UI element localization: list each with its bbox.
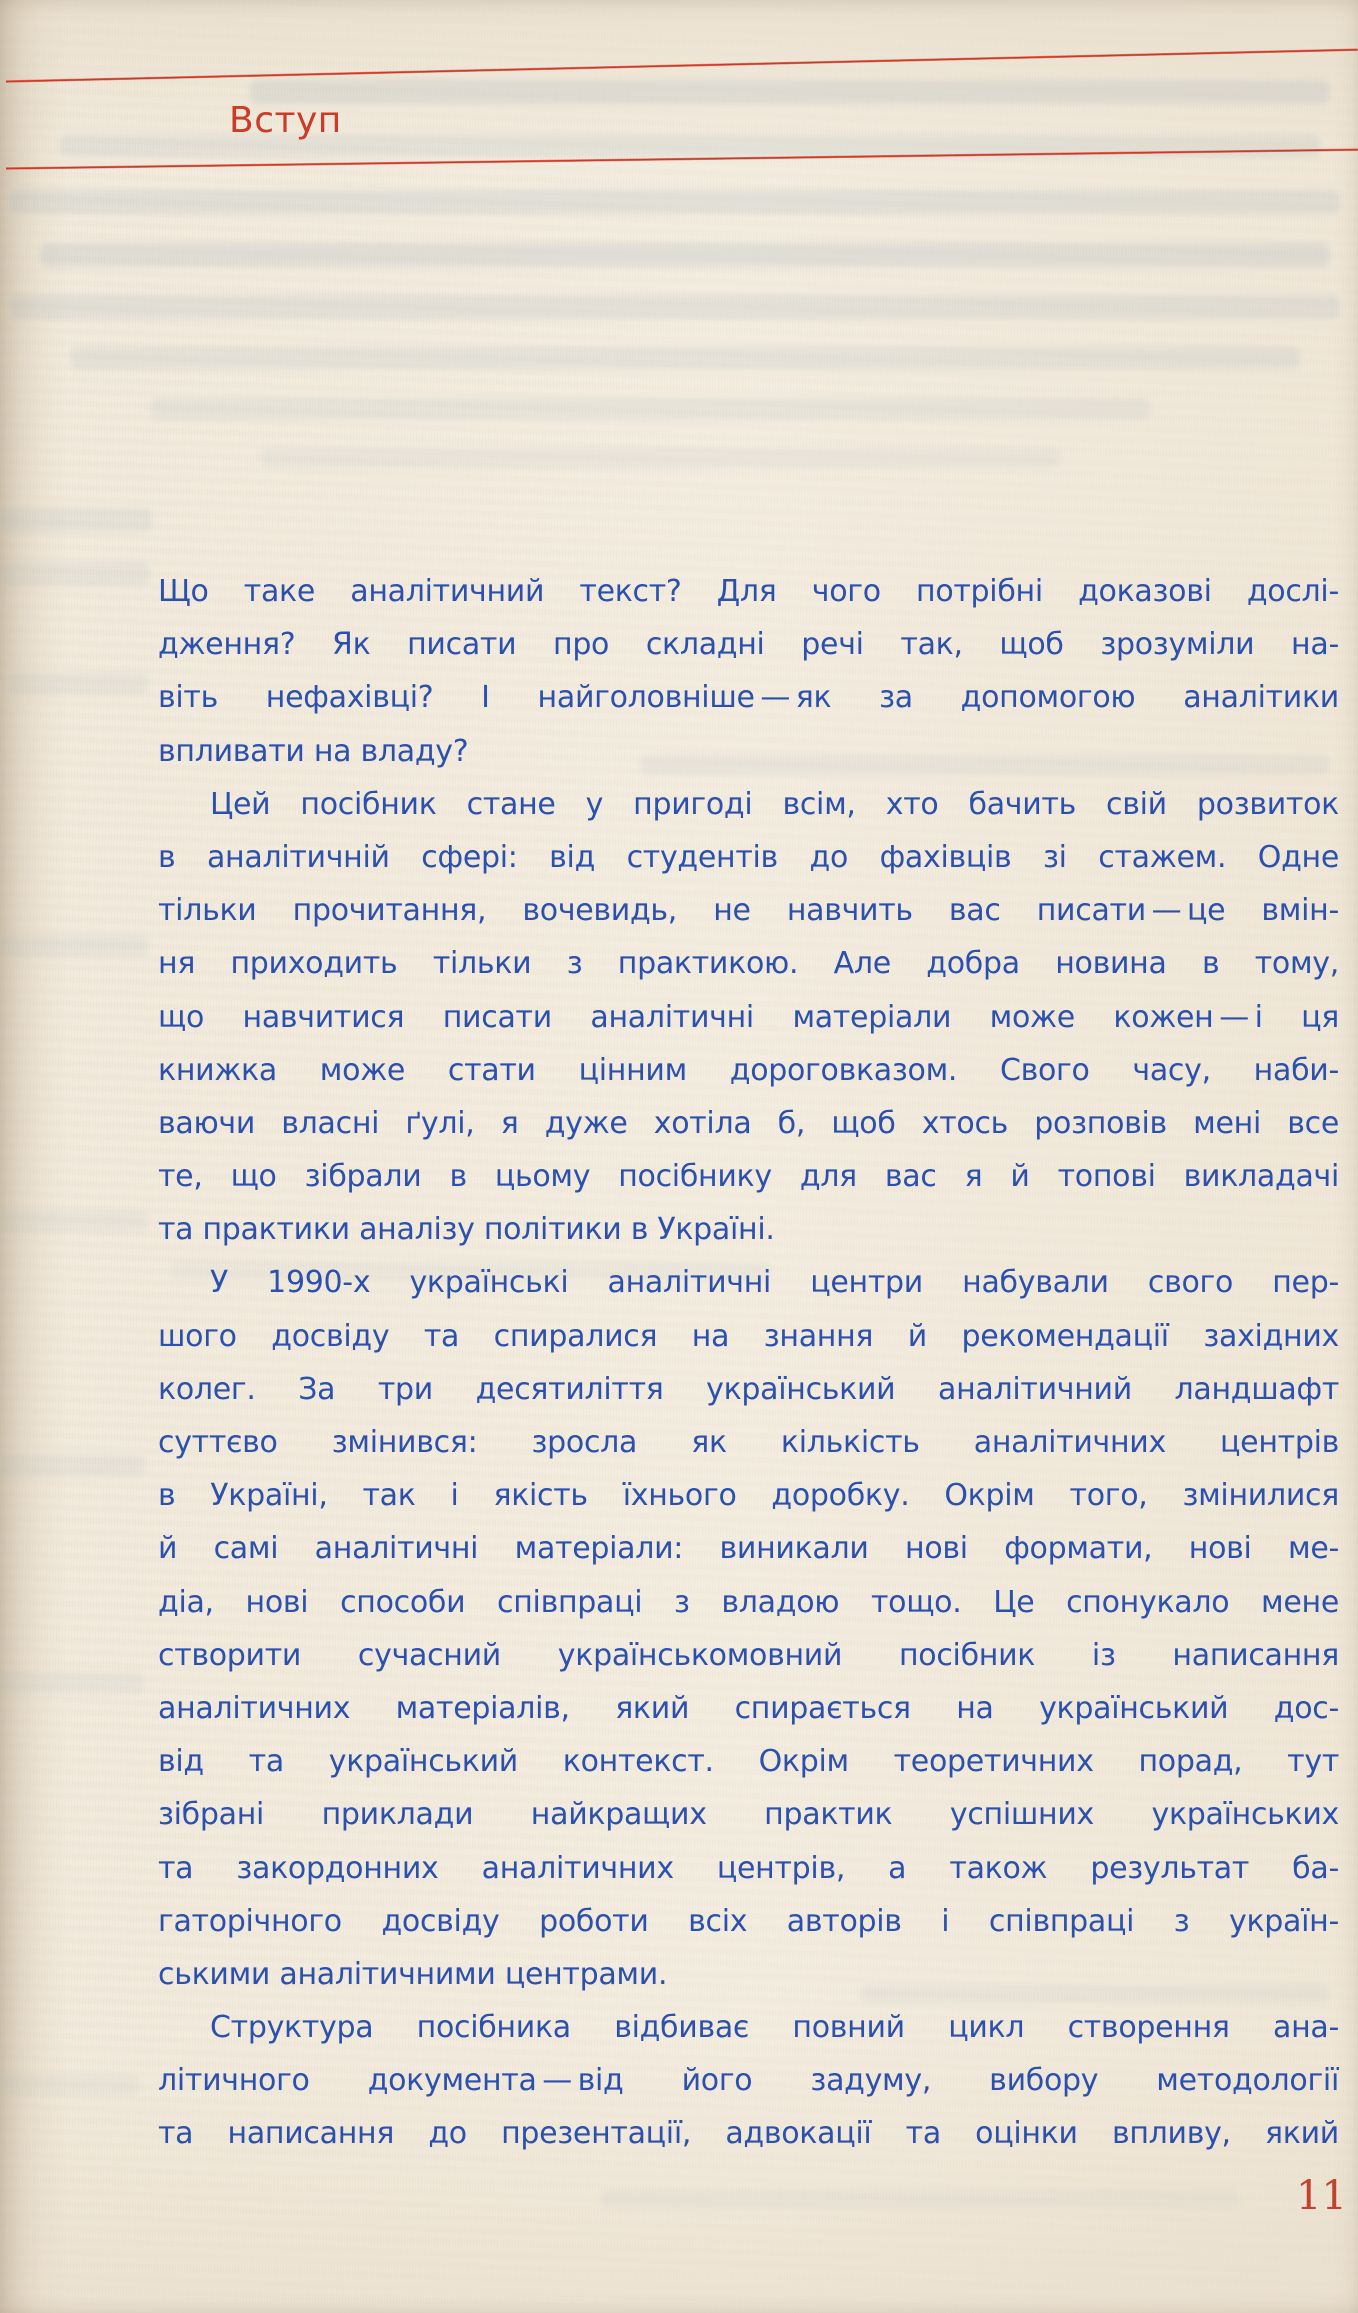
text-line: книжка може стати цінним дороговказом. Свого часу, наби-	[158, 1052, 1339, 1088]
text-line: Структура посібника відбиває повний цикл створення ана-	[210, 2010, 1339, 2046]
chapter-header: Вступ	[229, 100, 342, 141]
bleed-through-smudge	[0, 2075, 140, 2095]
text-line: та написання до презентації, адвокації та оцінки впливу, який	[158, 2116, 1339, 2152]
bleed-through-smudge	[0, 508, 152, 532]
bleed-through-smudge	[10, 190, 1340, 214]
text-line: в аналітичній сфері: від студентів до фахівців зі стажем. Одне	[158, 839, 1339, 875]
text-line: й самі аналітичні матеріали: виникали нові формати, нові ме-	[158, 1531, 1339, 1567]
text-line: Що таке аналітичний текст? Для чого потрібні доказові дослі-	[158, 574, 1339, 609]
bleed-through-smudge	[600, 2190, 1240, 2208]
text-line: дження? Як писати про складні речі так, щоб зрозуміли на-	[158, 627, 1339, 663]
header-rule-top	[6, 48, 1358, 83]
text-line: гаторічного досвіду роботи всіх авторів і співпраці з україн-	[158, 1903, 1339, 1939]
bleed-through-smudge	[10, 295, 1340, 319]
text-line: У 1990-х українські аналітичні центри набували свого пер-	[210, 1265, 1339, 1301]
text-line: та закордонних аналітичних центрів, а також результат ба-	[158, 1850, 1339, 1886]
bleed-through-smudge	[0, 562, 150, 586]
text-line: аналітичних матеріалів, який спирається на український дос-	[158, 1690, 1339, 1726]
text-line: літичного документа — від його задуму, вибору методології	[158, 2063, 1339, 2099]
text-line: колег. За три десятиліття український аналітичний ландшафт	[158, 1371, 1339, 1407]
header-rule-bottom	[6, 148, 1358, 170]
text-line: впливати на владу?	[158, 733, 469, 769]
text-line: Цей посібник стане у пригоді всім, хто бачить свій розвиток	[210, 786, 1339, 822]
text-line: в Україні, так і якість їхнього доробку. Окрім того, змінилися	[158, 1478, 1339, 1514]
text-line: віть нефахівці? І найголовніше — як за допомогою аналітики	[158, 680, 1339, 716]
text-line: створити сучасний українськомовний посібник із написання	[158, 1637, 1339, 1673]
bleed-through-smudge	[0, 1672, 145, 1694]
body-text	[158, 565, 1339, 2161]
bleed-through-smudge	[70, 347, 1300, 369]
text-line: суттєво змінився: зросла як кількість аналітичних центрів	[158, 1425, 1339, 1460]
bleed-through-smudge	[0, 1210, 148, 1232]
bleed-through-smudge	[250, 80, 1330, 104]
text-line: від та український контекст. Окрім теоретичних порад, тут	[158, 1744, 1339, 1780]
text-line: що навчитися писати аналітичні матеріали може кожен — і ця	[158, 999, 1339, 1035]
text-line: та практики аналізу політики в Україні.	[158, 1212, 775, 1248]
bleed-through-smudge	[40, 243, 1330, 267]
text-line: те, що зібрали в цьому посібнику для вас я й топові викладачі	[158, 1159, 1339, 1195]
text-line: ваючи власні ґулі, я дуже хотіла б, щоб хтось розповів мені все	[158, 1105, 1339, 1141]
text-line: діа, нові способи співпраці з владою тощо. Це спонукало мене	[158, 1584, 1339, 1620]
text-line: тільки прочитання, вочевидь, не навчить вас писати — це вмін-	[158, 893, 1339, 929]
text-line: зібрані приклади найкращих практик успішних українських	[158, 1797, 1339, 1833]
text-line: ськими аналітичними центрами.	[158, 1956, 668, 1992]
text-line: шого досвіду та спиралися на знання й рекомендації західних	[158, 1318, 1339, 1354]
bleed-through-smudge	[150, 398, 1150, 420]
bleed-through-smudge	[8, 673, 148, 695]
page-number: 11	[1296, 2173, 1347, 2219]
bleed-through-smudge	[0, 1455, 145, 1477]
text-line: ня приходить тільки з практикою. Але добра новина в тому,	[158, 946, 1339, 982]
bleed-through-smudge	[0, 935, 148, 957]
bleed-through-smudge	[260, 448, 1060, 468]
